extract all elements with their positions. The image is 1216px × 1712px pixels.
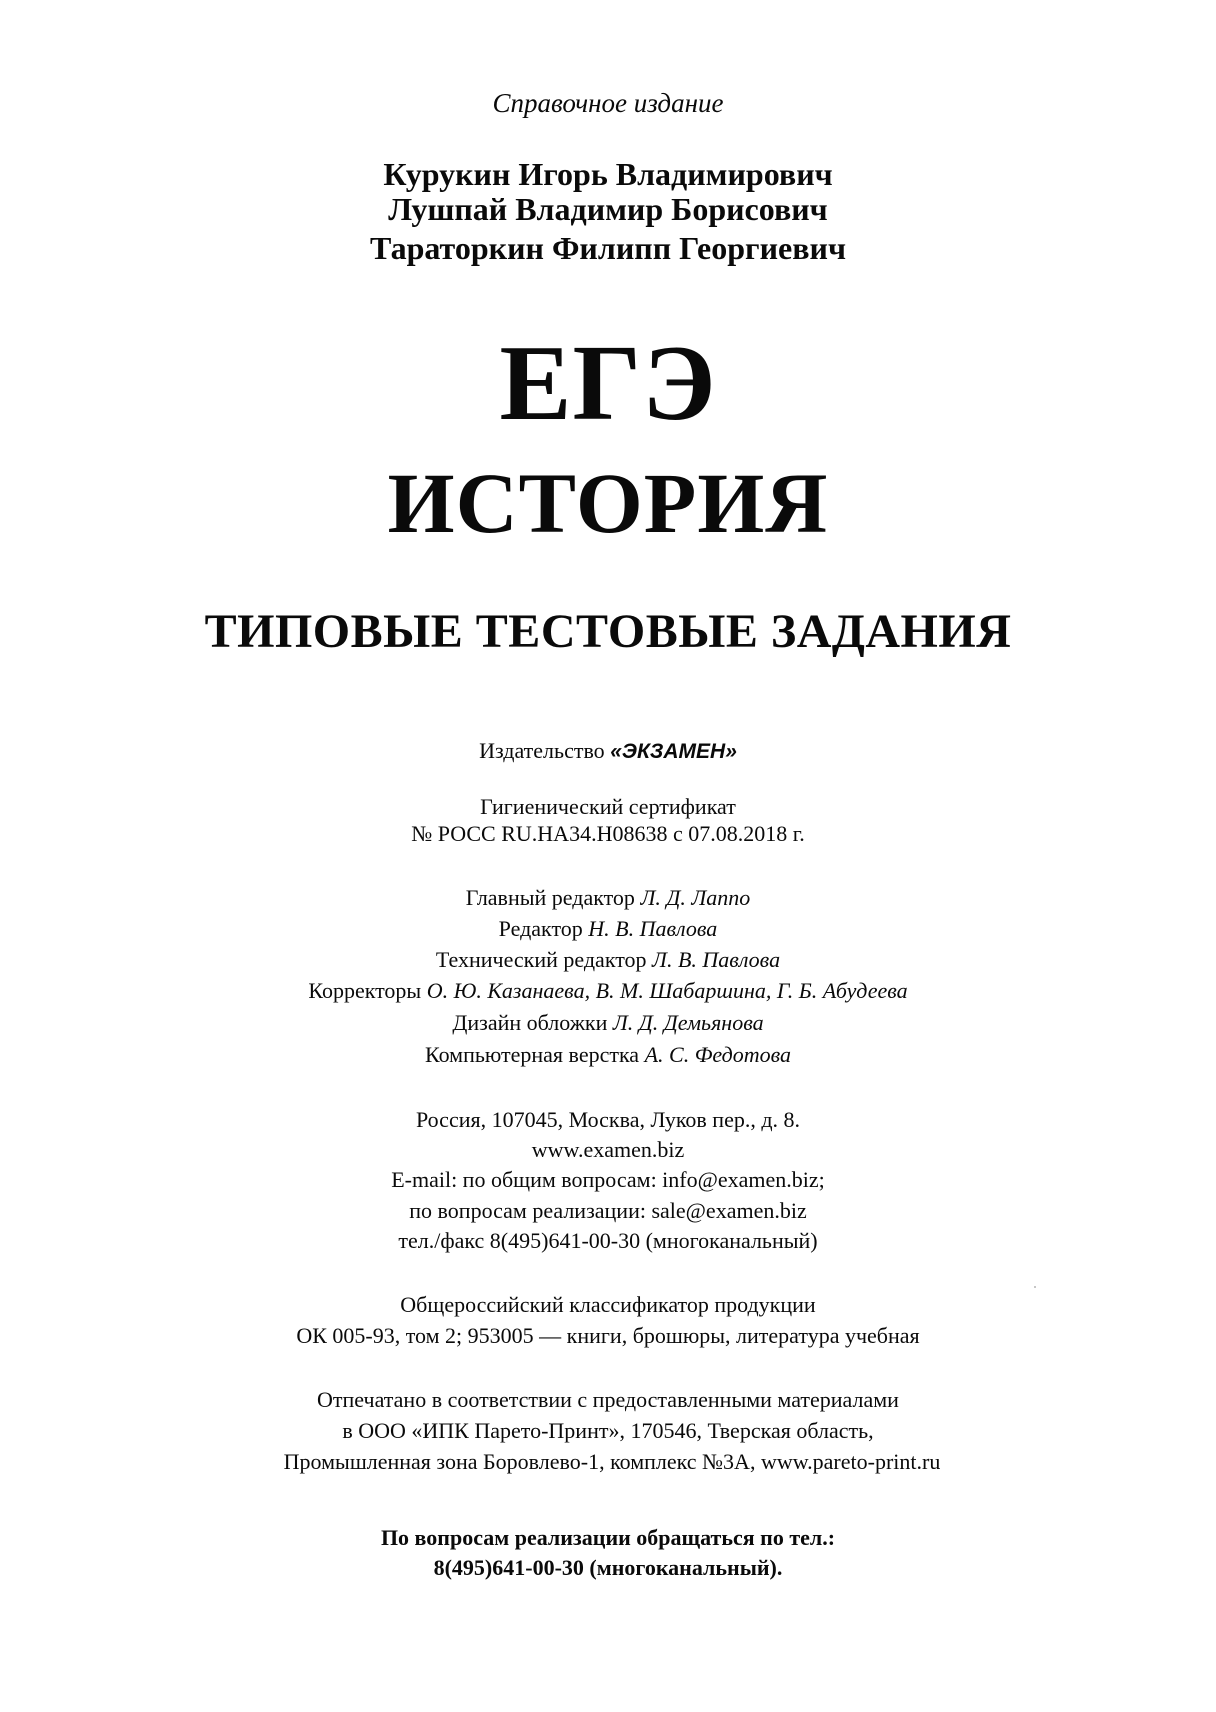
book-title-subject: ИСТОРИЯ (387, 455, 829, 551)
staff-name: Л. В. Павлова (652, 947, 781, 972)
publisher-name: «ЭКЗАМЕН» (610, 740, 737, 763)
sales-contact-line-1: По вопросам реализации обращаться по тел.: (380, 1525, 836, 1550)
phone: тел./факс 8(495)641-00-30 (многоканальный) (398, 1228, 818, 1253)
edition-type: Справочное издание (492, 88, 724, 118)
book-title-main: ЕГЭ (499, 324, 717, 443)
staff-cover-design (0, 1012, 1216, 1034)
staff-role: Дизайн обложки (452, 1010, 608, 1035)
scan-speck (1034, 1286, 1036, 1288)
certificate-number: № РОСС RU.НА34.Н08638 с 07.08.2018 г. (411, 821, 805, 846)
classifier-line-1: Общероссийский классификатор продукции (400, 1292, 816, 1317)
certificate-label: Гигиенический сертификат (480, 794, 736, 819)
staff-name: Л. Д. Демьянова (612, 1010, 764, 1035)
printing-line-2: в ООО «ИПК Парето-Принт», 170546, Тверская область, (342, 1418, 874, 1443)
staff-name: А. С. Федотова (644, 1042, 792, 1067)
staff-role: Главный редактор (465, 885, 635, 910)
email-sales: по вопросам реализации: sale@examen.biz (409, 1198, 807, 1223)
sales-contact-line-2: 8(495)641-00-30 (многоканальный). (433, 1555, 783, 1580)
staff-role: Корректоры (308, 978, 422, 1003)
book-title-series: ТИПОВЫЕ ТЕСТОВЫЕ ЗАДАНИЯ (204, 605, 1012, 658)
staff-layout (0, 1044, 1216, 1066)
printing-line-3: Промышленная зона Боровлево-1, комплекс №3А, www.pareto-print.ru (283, 1449, 941, 1474)
address: Россия, 107045, Москва, Луков пер., д. 8. (415, 1107, 801, 1132)
staff-name: Л. Д. Лаппо (640, 885, 751, 910)
staff-role: Редактор (498, 916, 583, 941)
staff-editor (0, 918, 1216, 940)
staff-name: О. Ю. Казанаева, В. М. Шабаршина, Г. Б. Абудеева (426, 978, 908, 1003)
staff-role: Компьютерная верстка (424, 1042, 640, 1067)
website: www.examen.biz (531, 1137, 685, 1162)
author-3: Тараторкин Филипп Георгиевич (370, 230, 846, 266)
author-2: Лушпай Владимир Борисович (388, 191, 828, 227)
author-1: Курукин Игорь Владимирович (383, 156, 833, 192)
publisher-prefix: Издательство (479, 738, 605, 763)
staff-role: Технический редактор (435, 947, 647, 972)
staff-editor-in-chief (0, 887, 1216, 909)
classifier-line-2: ОК 005-93, том 2; 953005 — книги, брошюры, литература учебная (296, 1323, 920, 1348)
printing-line-1: Отпечатано в соответствии с предоставленными материалами (317, 1387, 899, 1412)
email-general: E-mail: по общим вопросам: info@examen.biz; (391, 1167, 825, 1192)
staff-technical-editor (0, 949, 1216, 971)
staff-proofreaders (0, 980, 1216, 1002)
staff-name: Н. В. Павлова (588, 916, 718, 941)
publisher-line (0, 740, 1216, 762)
